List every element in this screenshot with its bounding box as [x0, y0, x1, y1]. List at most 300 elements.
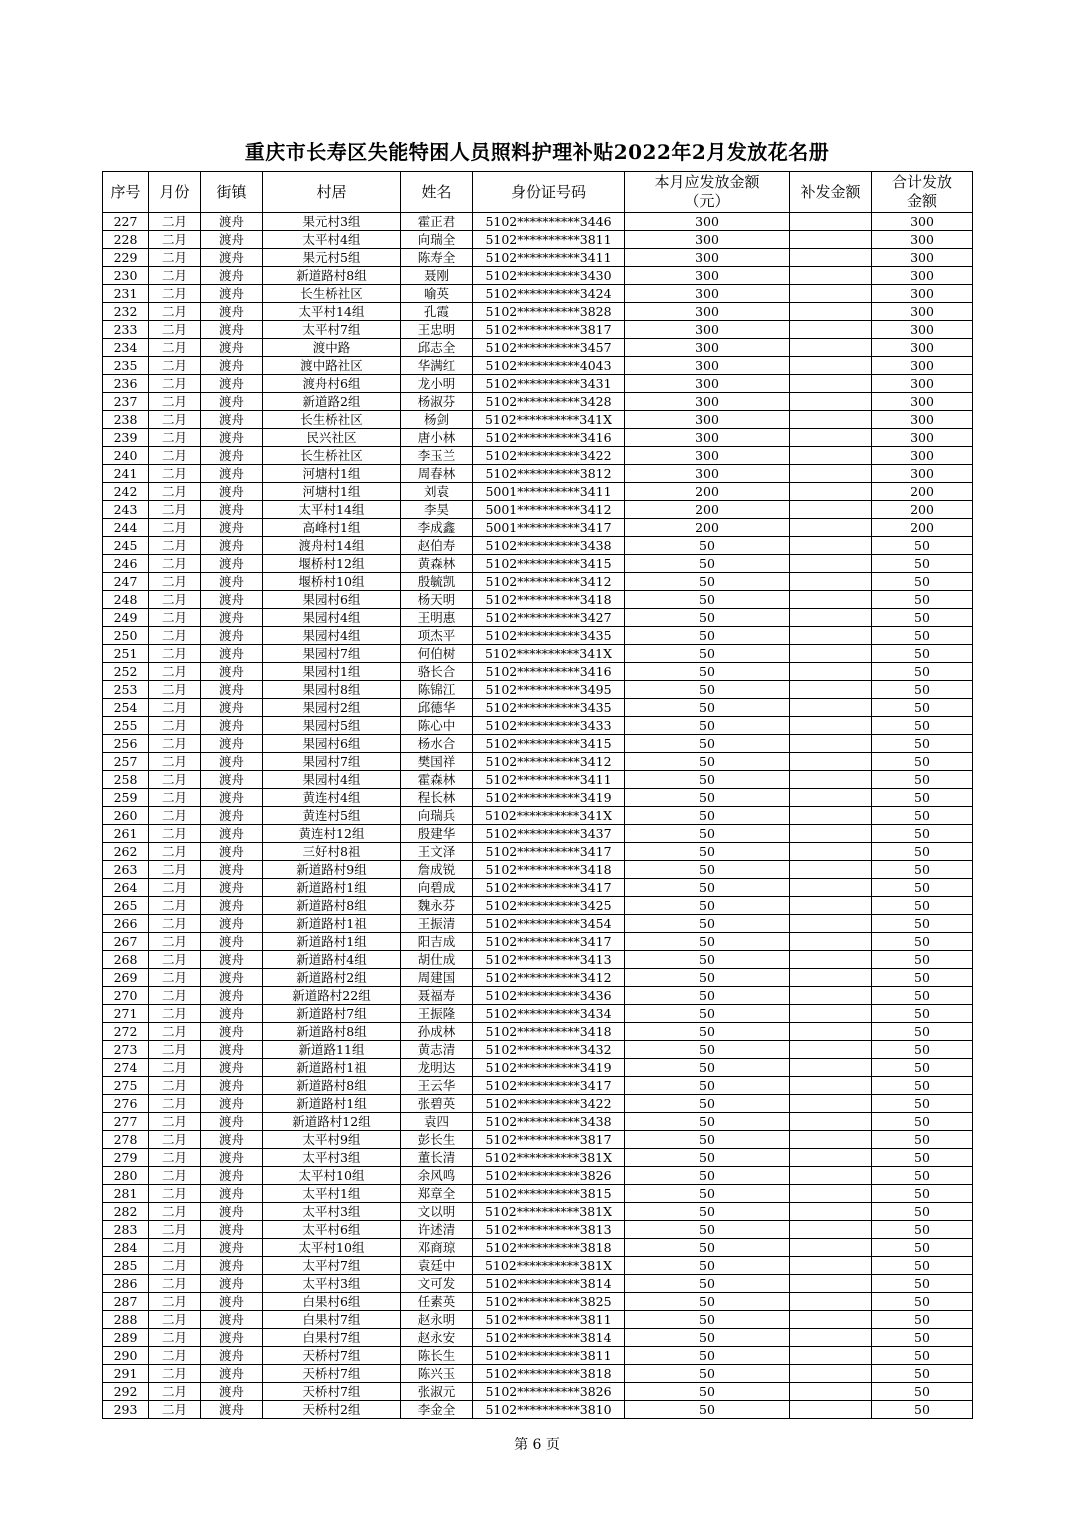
cell-village: 太平村9组: [263, 1131, 401, 1149]
cell-town: 渡舟: [201, 1311, 263, 1329]
cell-month: 二月: [149, 1095, 201, 1113]
cell-id-number: 5102**********3828: [473, 303, 625, 321]
cell-seq: 248: [103, 591, 149, 609]
cell-total-amount: 50: [872, 1203, 973, 1221]
cell-village: 黄连村5组: [263, 807, 401, 825]
cell-monthly-amount: 300: [625, 321, 790, 339]
cell-back-pay: [790, 285, 872, 303]
cell-name: 任素英: [401, 1293, 473, 1311]
cell-monthly-amount: 300: [625, 357, 790, 375]
cell-name: 唐小林: [401, 429, 473, 447]
column-header: 街镇: [201, 172, 263, 213]
table-row: [103, 501, 973, 519]
cell-month: 二月: [149, 843, 201, 861]
cell-town: 渡舟: [201, 627, 263, 645]
cell-seq: 290: [103, 1347, 149, 1365]
cell-id-number: 5102**********381X: [473, 1203, 625, 1221]
cell-town: 渡舟: [201, 285, 263, 303]
cell-total-amount: 50: [872, 555, 973, 573]
cell-month: 二月: [149, 411, 201, 429]
cell-name: 文以明: [401, 1203, 473, 1221]
cell-back-pay: [790, 735, 872, 753]
cell-seq: 269: [103, 969, 149, 987]
cell-village: 新道路村1组: [263, 1095, 401, 1113]
table-row: [103, 951, 973, 969]
cell-town: 渡舟: [201, 825, 263, 843]
cell-town: 渡舟: [201, 951, 263, 969]
cell-month: 二月: [149, 879, 201, 897]
cell-back-pay: [790, 1095, 872, 1113]
cell-total-amount: 50: [872, 573, 973, 591]
cell-total-amount: 50: [872, 861, 973, 879]
cell-month: 二月: [149, 1383, 201, 1401]
cell-month: 二月: [149, 1293, 201, 1311]
cell-monthly-amount: 200: [625, 483, 790, 501]
column-header: 村居: [263, 172, 401, 213]
cell-town: 渡舟: [201, 771, 263, 789]
cell-village: 新道路村1祖: [263, 1059, 401, 1077]
cell-seq: 281: [103, 1185, 149, 1203]
cell-total-amount: 300: [872, 357, 973, 375]
cell-village: 渡中路社区: [263, 357, 401, 375]
cell-town: 渡舟: [201, 501, 263, 519]
cell-back-pay: [790, 393, 872, 411]
cell-back-pay: [790, 1221, 872, 1239]
cell-town: 渡舟: [201, 987, 263, 1005]
cell-total-amount: 50: [872, 735, 973, 753]
cell-town: 渡舟: [201, 1401, 263, 1419]
cell-id-number: 5102**********3434: [473, 1005, 625, 1023]
cell-seq: 275: [103, 1077, 149, 1095]
cell-back-pay: [790, 987, 872, 1005]
cell-back-pay: [790, 897, 872, 915]
cell-total-amount: 300: [872, 267, 973, 285]
cell-village: 太平村4组: [263, 231, 401, 249]
cell-town: 渡舟: [201, 429, 263, 447]
cell-back-pay: [790, 555, 872, 573]
cell-month: 二月: [149, 303, 201, 321]
cell-month: 二月: [149, 357, 201, 375]
cell-month: 二月: [149, 717, 201, 735]
cell-village: 新道路11组: [263, 1041, 401, 1059]
cell-village: 天桥村7组: [263, 1383, 401, 1401]
cell-town: 渡舟: [201, 411, 263, 429]
cell-total-amount: 50: [872, 537, 973, 555]
cell-town: 渡舟: [201, 1221, 263, 1239]
cell-id-number: 5102**********3811: [473, 1347, 625, 1365]
cell-seq: 257: [103, 753, 149, 771]
cell-back-pay: [790, 1041, 872, 1059]
cell-id-number: 5102**********3417: [473, 1077, 625, 1095]
cell-month: 二月: [149, 501, 201, 519]
cell-seq: 238: [103, 411, 149, 429]
cell-monthly-amount: 50: [625, 861, 790, 879]
cell-town: 渡舟: [201, 915, 263, 933]
cell-back-pay: [790, 1077, 872, 1095]
cell-month: 二月: [149, 1365, 201, 1383]
cell-total-amount: 50: [872, 843, 973, 861]
cell-monthly-amount: 50: [625, 771, 790, 789]
cell-back-pay: [790, 1257, 872, 1275]
cell-name: 聂刚: [401, 267, 473, 285]
cell-monthly-amount: 50: [625, 1185, 790, 1203]
cell-monthly-amount: 50: [625, 735, 790, 753]
cell-id-number: 5102**********3417: [473, 843, 625, 861]
table-row: [103, 213, 973, 231]
cell-total-amount: 50: [872, 933, 973, 951]
cell-village: 太平村6组: [263, 1221, 401, 1239]
cell-back-pay: [790, 1149, 872, 1167]
table-row: [103, 1167, 973, 1185]
cell-seq: 266: [103, 915, 149, 933]
cell-village: 新道路村22组: [263, 987, 401, 1005]
cell-name: 殷毓凯: [401, 573, 473, 591]
cell-name: 张淑元: [401, 1383, 473, 1401]
cell-name: 赵伯寿: [401, 537, 473, 555]
cell-village: 新道路村1组: [263, 879, 401, 897]
cell-seq: 253: [103, 681, 149, 699]
cell-town: 渡舟: [201, 1347, 263, 1365]
cell-back-pay: [790, 1293, 872, 1311]
cell-town: 渡舟: [201, 483, 263, 501]
cell-total-amount: 50: [872, 1059, 973, 1077]
cell-town: 渡舟: [201, 1113, 263, 1131]
table-row: [103, 1311, 973, 1329]
cell-village: 新道路村1祖: [263, 915, 401, 933]
cell-seq: 289: [103, 1329, 149, 1347]
cell-id-number: 5102**********3416: [473, 429, 625, 447]
cell-seq: 262: [103, 843, 149, 861]
table-row: [103, 627, 973, 645]
table-row: [103, 1149, 973, 1167]
cell-id-number: 5102**********3438: [473, 1113, 625, 1131]
cell-monthly-amount: 300: [625, 411, 790, 429]
cell-total-amount: 300: [872, 303, 973, 321]
table-row: [103, 249, 973, 267]
cell-total-amount: 50: [872, 1365, 973, 1383]
cell-monthly-amount: 300: [625, 285, 790, 303]
table-row: [103, 1005, 973, 1023]
cell-id-number: 5102**********3457: [473, 339, 625, 357]
roster-body: [103, 213, 973, 1419]
cell-monthly-amount: 50: [625, 1167, 790, 1185]
cell-seq: 261: [103, 825, 149, 843]
cell-id-number: 5102**********3436: [473, 987, 625, 1005]
cell-total-amount: 50: [872, 1077, 973, 1095]
cell-village: 新道路村8组: [263, 1077, 401, 1095]
table-row: [103, 1257, 973, 1275]
table-row: [103, 465, 973, 483]
cell-month: 二月: [149, 1149, 201, 1167]
cell-total-amount: 50: [872, 1185, 973, 1203]
cell-monthly-amount: 50: [625, 1347, 790, 1365]
table-row: [103, 807, 973, 825]
page-number: 第 6 页: [514, 1437, 560, 1453]
cell-village: 堰桥村10组: [263, 573, 401, 591]
cell-total-amount: 50: [872, 771, 973, 789]
cell-name: 陈心中: [401, 717, 473, 735]
cell-month: 二月: [149, 699, 201, 717]
table-row: [103, 663, 973, 681]
cell-total-amount: 50: [872, 1257, 973, 1275]
cell-back-pay: [790, 591, 872, 609]
cell-seq: 271: [103, 1005, 149, 1023]
cell-month: 二月: [149, 681, 201, 699]
cell-total-amount: 50: [872, 1311, 973, 1329]
cell-name: 华满红: [401, 357, 473, 375]
cell-seq: 259: [103, 789, 149, 807]
cell-back-pay: [790, 339, 872, 357]
cell-id-number: 5102**********3454: [473, 915, 625, 933]
table-row: [103, 987, 973, 1005]
table-row: [103, 537, 973, 555]
cell-name: 王明惠: [401, 609, 473, 627]
cell-seq: 263: [103, 861, 149, 879]
cell-id-number: 5102**********3818: [473, 1239, 625, 1257]
cell-back-pay: [790, 645, 872, 663]
cell-village: 新道路村1组: [263, 933, 401, 951]
cell-village: 果园村8组: [263, 681, 401, 699]
cell-total-amount: 300: [872, 213, 973, 231]
cell-id-number: 5102**********3437: [473, 825, 625, 843]
cell-month: 二月: [149, 807, 201, 825]
cell-id-number: 5102**********3418: [473, 591, 625, 609]
cell-name: 杨水合: [401, 735, 473, 753]
table-row: [103, 591, 973, 609]
table-row: [103, 753, 973, 771]
cell-name: 何伯树: [401, 645, 473, 663]
cell-town: 渡舟: [201, 1365, 263, 1383]
cell-town: 渡舟: [201, 735, 263, 753]
cell-village: 果园村5组: [263, 717, 401, 735]
cell-town: 渡舟: [201, 465, 263, 483]
cell-seq: 270: [103, 987, 149, 1005]
cell-total-amount: 50: [872, 1293, 973, 1311]
cell-id-number: 5102**********3826: [473, 1167, 625, 1185]
cell-back-pay: [790, 663, 872, 681]
cell-town: 渡舟: [201, 843, 263, 861]
cell-total-amount: 50: [872, 1005, 973, 1023]
cell-seq: 241: [103, 465, 149, 483]
cell-monthly-amount: 50: [625, 699, 790, 717]
cell-town: 渡舟: [201, 1185, 263, 1203]
cell-month: 二月: [149, 987, 201, 1005]
cell-id-number: 5102**********3424: [473, 285, 625, 303]
cell-total-amount: 50: [872, 1023, 973, 1041]
cell-month: 二月: [149, 483, 201, 501]
cell-village: 果园村2组: [263, 699, 401, 717]
cell-village: 白果村7组: [263, 1311, 401, 1329]
cell-name: 向碧成: [401, 879, 473, 897]
table-row: [103, 915, 973, 933]
table-row: [103, 897, 973, 915]
table-row: [103, 1077, 973, 1095]
cell-name: 李金全: [401, 1401, 473, 1419]
cell-back-pay: [790, 1023, 872, 1041]
page-title: 重庆市长寿区失能特困人员照料护理补贴2022年2月发放花名册: [244, 140, 830, 164]
cell-back-pay: [790, 627, 872, 645]
cell-total-amount: 50: [872, 915, 973, 933]
cell-month: 二月: [149, 249, 201, 267]
cell-name: 张碧英: [401, 1095, 473, 1113]
cell-id-number: 5102**********3446: [473, 213, 625, 231]
cell-monthly-amount: 50: [625, 1059, 790, 1077]
cell-total-amount: 50: [872, 1167, 973, 1185]
cell-village: 高峰村1组: [263, 519, 401, 537]
cell-town: 渡舟: [201, 1383, 263, 1401]
cell-seq: 230: [103, 267, 149, 285]
cell-month: 二月: [149, 1275, 201, 1293]
cell-village: 太平村10组: [263, 1167, 401, 1185]
cell-village: 民兴社区: [263, 429, 401, 447]
cell-id-number: 5102**********381X: [473, 1257, 625, 1275]
cell-seq: 264: [103, 879, 149, 897]
cell-monthly-amount: 50: [625, 537, 790, 555]
table-row: [103, 267, 973, 285]
cell-village: 三好村8祖: [263, 843, 401, 861]
cell-seq: 252: [103, 663, 149, 681]
cell-name: 邱志全: [401, 339, 473, 357]
cell-total-amount: 50: [872, 825, 973, 843]
cell-monthly-amount: 50: [625, 843, 790, 861]
cell-id-number: 5102**********3811: [473, 231, 625, 249]
cell-id-number: 5102**********3495: [473, 681, 625, 699]
cell-id-number: 5102**********3412: [473, 969, 625, 987]
cell-month: 二月: [149, 339, 201, 357]
cell-name: 詹成锐: [401, 861, 473, 879]
cell-monthly-amount: 200: [625, 519, 790, 537]
cell-month: 二月: [149, 1077, 201, 1095]
cell-monthly-amount: 50: [625, 1131, 790, 1149]
cell-town: 渡舟: [201, 609, 263, 627]
cell-month: 二月: [149, 1257, 201, 1275]
cell-name: 陈锦江: [401, 681, 473, 699]
cell-town: 渡舟: [201, 1005, 263, 1023]
cell-name: 周建国: [401, 969, 473, 987]
cell-month: 二月: [149, 915, 201, 933]
cell-seq: 279: [103, 1149, 149, 1167]
cell-month: 二月: [149, 609, 201, 627]
cell-monthly-amount: 50: [625, 825, 790, 843]
cell-monthly-amount: 300: [625, 267, 790, 285]
cell-id-number: 5102**********3418: [473, 861, 625, 879]
cell-monthly-amount: 50: [625, 1257, 790, 1275]
cell-id-number: 5102**********3431: [473, 375, 625, 393]
cell-town: 渡舟: [201, 645, 263, 663]
table-row: [103, 573, 973, 591]
cell-id-number: 5102**********3427: [473, 609, 625, 627]
cell-total-amount: 50: [872, 807, 973, 825]
cell-month: 二月: [149, 1401, 201, 1419]
cell-total-amount: 300: [872, 321, 973, 339]
cell-town: 渡舟: [201, 1293, 263, 1311]
cell-back-pay: [790, 771, 872, 789]
cell-id-number: 5102**********3438: [473, 537, 625, 555]
cell-village: 果园村6组: [263, 735, 401, 753]
cell-total-amount: 300: [872, 411, 973, 429]
table-row: [103, 1131, 973, 1149]
cell-back-pay: [790, 609, 872, 627]
cell-village: 堰桥村12组: [263, 555, 401, 573]
cell-month: 二月: [149, 1131, 201, 1149]
cell-back-pay: [790, 573, 872, 591]
cell-town: 渡舟: [201, 213, 263, 231]
cell-monthly-amount: 50: [625, 1293, 790, 1311]
cell-total-amount: 50: [872, 591, 973, 609]
cell-back-pay: [790, 465, 872, 483]
cell-town: 渡舟: [201, 555, 263, 573]
table-row: [103, 447, 973, 465]
column-header: 姓名: [401, 172, 473, 213]
cell-id-number: 5102**********3415: [473, 735, 625, 753]
cell-seq: 254: [103, 699, 149, 717]
table-row: [103, 609, 973, 627]
cell-month: 二月: [149, 825, 201, 843]
cell-village: 新道路村8组: [263, 267, 401, 285]
cell-seq: 265: [103, 897, 149, 915]
cell-total-amount: 300: [872, 447, 973, 465]
cell-id-number: 5102**********3416: [473, 663, 625, 681]
cell-town: 渡舟: [201, 789, 263, 807]
cell-seq: 286: [103, 1275, 149, 1293]
cell-village: 果元村5组: [263, 249, 401, 267]
cell-village: 果园村4组: [263, 627, 401, 645]
cell-seq: 250: [103, 627, 149, 645]
cell-id-number: 5102**********3818: [473, 1365, 625, 1383]
cell-id-number: 5102**********3412: [473, 573, 625, 591]
cell-village: 长生桥社区: [263, 447, 401, 465]
cell-seq: 272: [103, 1023, 149, 1041]
table-row: [103, 1059, 973, 1077]
cell-village: 渡舟村14组: [263, 537, 401, 555]
cell-monthly-amount: 50: [625, 1221, 790, 1239]
cell-id-number: 5102**********3810: [473, 1401, 625, 1419]
table-row: [103, 411, 973, 429]
cell-town: 渡舟: [201, 519, 263, 537]
cell-village: 白果村6组: [263, 1293, 401, 1311]
cell-town: 渡舟: [201, 1131, 263, 1149]
cell-month: 二月: [149, 789, 201, 807]
cell-seq: 237: [103, 393, 149, 411]
table-row: [103, 1113, 973, 1131]
cell-name: 陈寿全: [401, 249, 473, 267]
cell-town: 渡舟: [201, 231, 263, 249]
cell-name: 邱德华: [401, 699, 473, 717]
cell-back-pay: [790, 411, 872, 429]
cell-monthly-amount: 50: [625, 1095, 790, 1113]
cell-town: 渡舟: [201, 1329, 263, 1347]
cell-back-pay: [790, 1113, 872, 1131]
table-row: [103, 1347, 973, 1365]
cell-back-pay: [790, 1401, 872, 1419]
cell-total-amount: 50: [872, 1221, 973, 1239]
cell-total-amount: 50: [872, 1095, 973, 1113]
cell-town: 渡舟: [201, 1167, 263, 1185]
cell-month: 二月: [149, 519, 201, 537]
cell-id-number: 5102**********3411: [473, 249, 625, 267]
cell-month: 二月: [149, 321, 201, 339]
cell-monthly-amount: 50: [625, 717, 790, 735]
cell-name: 余风鸣: [401, 1167, 473, 1185]
cell-seq: 285: [103, 1257, 149, 1275]
table-row: [103, 1203, 973, 1221]
table-row: [103, 969, 973, 987]
cell-name: 陈长生: [401, 1347, 473, 1365]
table-row: [103, 825, 973, 843]
cell-town: 渡舟: [201, 1059, 263, 1077]
cell-seq: 292: [103, 1383, 149, 1401]
cell-seq: 233: [103, 321, 149, 339]
